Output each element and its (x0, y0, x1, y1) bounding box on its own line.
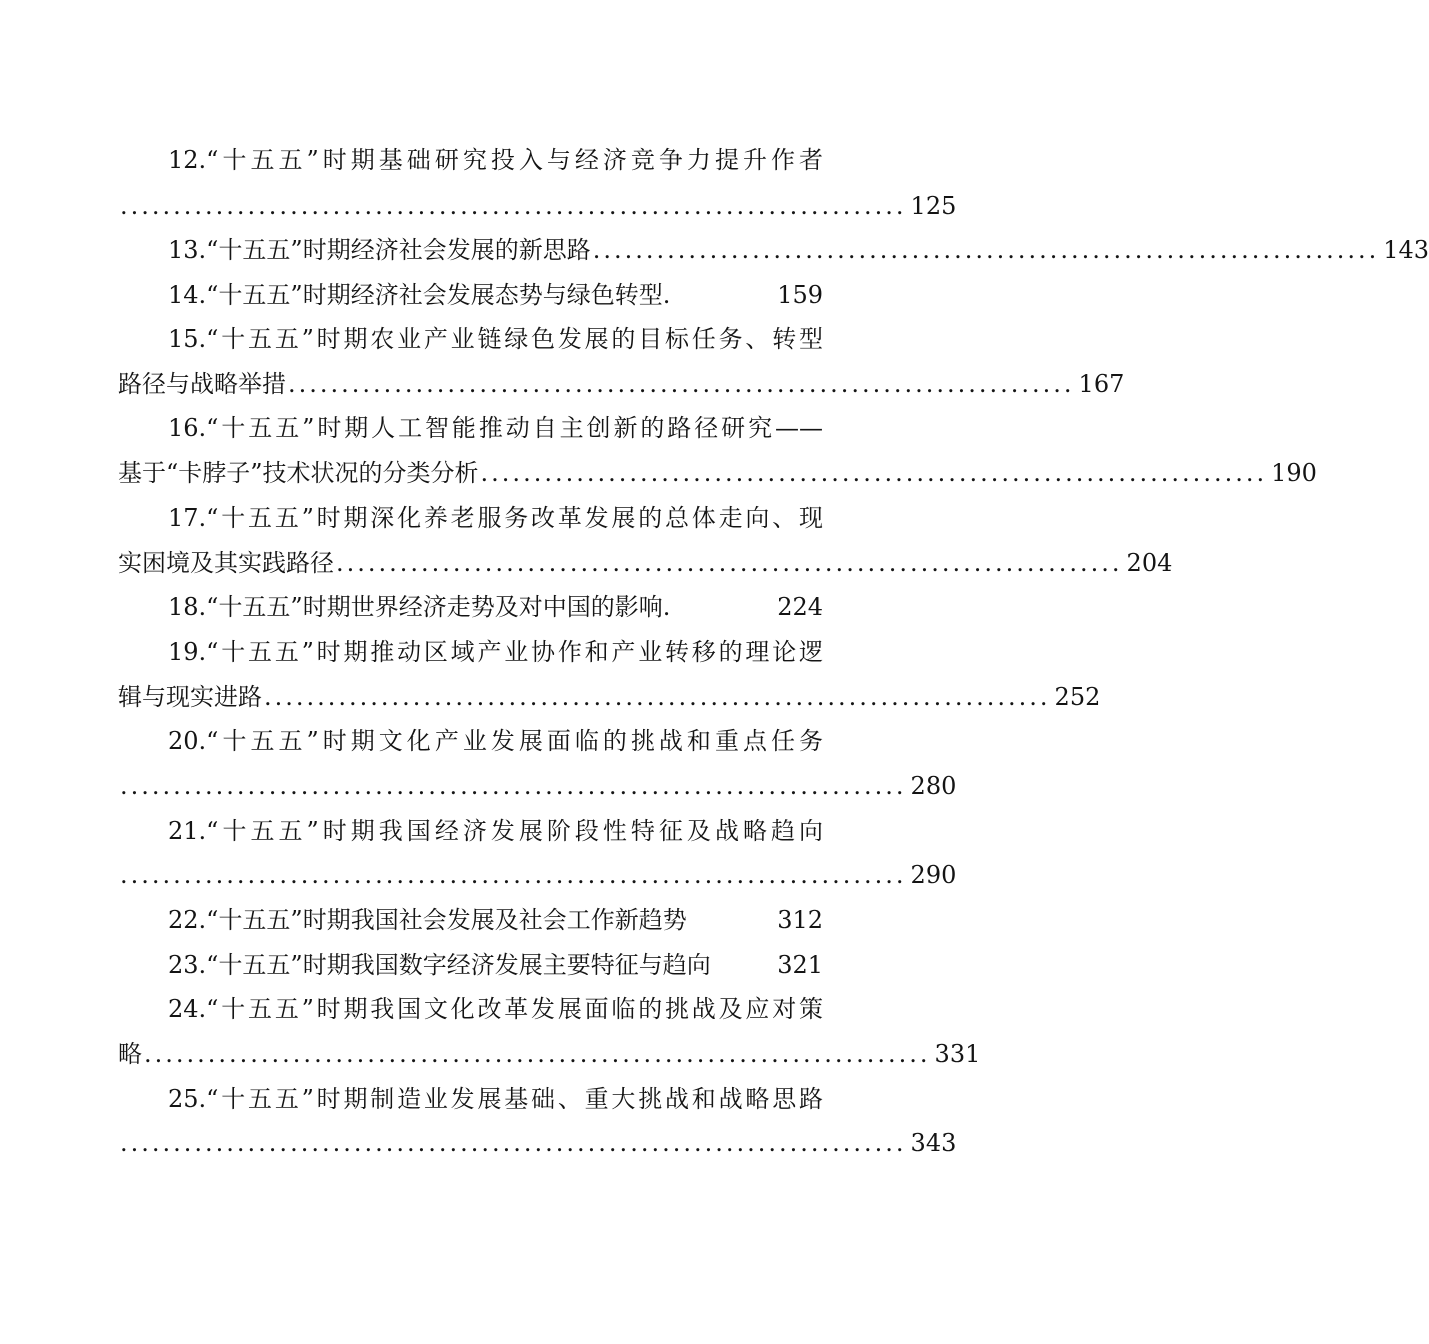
page-number: 143 (1383, 236, 1429, 264)
toc-entry-20-leader (118, 766, 957, 806)
dot-leader: .......................................................................... (264, 683, 1051, 711)
page-number: 224 (777, 593, 823, 621)
toc-entry-17-leader: 实困境及其实践路径 .......................................................................... 204 (118, 543, 823, 583)
toc-entry-16-leader: 基于“卡脖子”技术状况的分类分析 .......................................................................... 190 (118, 453, 823, 493)
toc-entry-14-leader: 14.“十五五”时期经济社会发展态势与绿色转型. 159 (168, 275, 823, 315)
toc-entry-22-leader: 22.“十五五”时期我国社会发展及社会工作新趋势 312 (168, 900, 823, 940)
page-number: 312 (777, 906, 823, 934)
dot-leader: .......................................................................... (120, 861, 907, 889)
toc-entry-23-leader: 23.“十五五”时期我国数字经济发展主要特征与趋向 321 (168, 945, 823, 985)
dot-leader: .......................................................................... (480, 459, 1268, 487)
page-number: 280 (910, 772, 957, 800)
toc-entry-24-line-1: 24.“十五五”时期我国文化改革发展面临的挑战及应对策 (168, 995, 823, 1023)
toc-entry-25-line-1: 25.“十五五”时期制造业发展基础、重大挑战和战略思路 (168, 1085, 823, 1113)
page-number: 125 (910, 192, 957, 220)
page-number: 331 (934, 1040, 981, 1068)
dot-leader: .......................................................................... (120, 1129, 907, 1157)
toc-entry-12-leader (118, 186, 957, 226)
toc-entry-17-line-1: 17.“十五五”时期深化养老服务改革发展的总体走向、现 (168, 504, 823, 532)
toc-entry-18-leader: 18.“十五五”时期世界经济走势及对中国的影响. 224 (168, 587, 823, 627)
page-number: 190 (1271, 459, 1317, 487)
page-number: 204 (1126, 549, 1173, 577)
toc-entry-21-leader (118, 855, 957, 895)
toc-entry-15-line-1: 15.“十五五”时期农业产业链绿色发展的目标任务、转型 (168, 325, 823, 353)
dot-leader: .......................................................................... (120, 772, 907, 800)
page-number: 252 (1054, 683, 1101, 711)
toc-entry-13-leader: 13.“十五五”时期经济社会发展的新思路 .......................................................................... 143 (168, 230, 823, 270)
dot-leader: .......................................................................... (336, 549, 1123, 577)
page-number: 167 (1078, 370, 1125, 398)
page-number: 321 (777, 951, 823, 979)
page-number: 343 (910, 1129, 957, 1157)
page-number: 290 (910, 861, 957, 889)
dot-leader: .......................................................................... (288, 370, 1075, 398)
dot-leader: .......................................................................... (144, 1040, 931, 1068)
toc-entry-21-line-1: 21.“十五五”时期我国经济发展阶段性特征及战略趋向 (168, 817, 823, 845)
dot-leader: .......................................................................... (592, 236, 1380, 264)
dot-leader: .......................................................................... (120, 192, 907, 220)
toc-entry-16-line-1: 16.“十五五”时期人工智能推动自主创新的路径研究—— (168, 414, 823, 442)
page-number: 159 (777, 281, 823, 309)
toc-entry-12-line-1: 12.“十五五”时期基础研究投入与经济竞争力提升作者 (168, 146, 823, 174)
toc-entry-25-leader (118, 1123, 957, 1163)
toc-entry-19-leader: 辑与现实进路 .......................................................................... 252 (118, 677, 823, 717)
toc-entry-15-leader: 路径与战略举措 .......................................................................... 167 (118, 364, 823, 404)
toc-entry-24-leader: 略 .......................................................................... 331 (118, 1034, 823, 1074)
toc-entry-20-line-1: 20.“十五五”时期文化产业发展面临的挑战和重点任务 (168, 727, 823, 755)
toc-entry-19-line-1: 19.“十五五”时期推动区域产业协作和产业转移的理论逻 (168, 638, 823, 666)
